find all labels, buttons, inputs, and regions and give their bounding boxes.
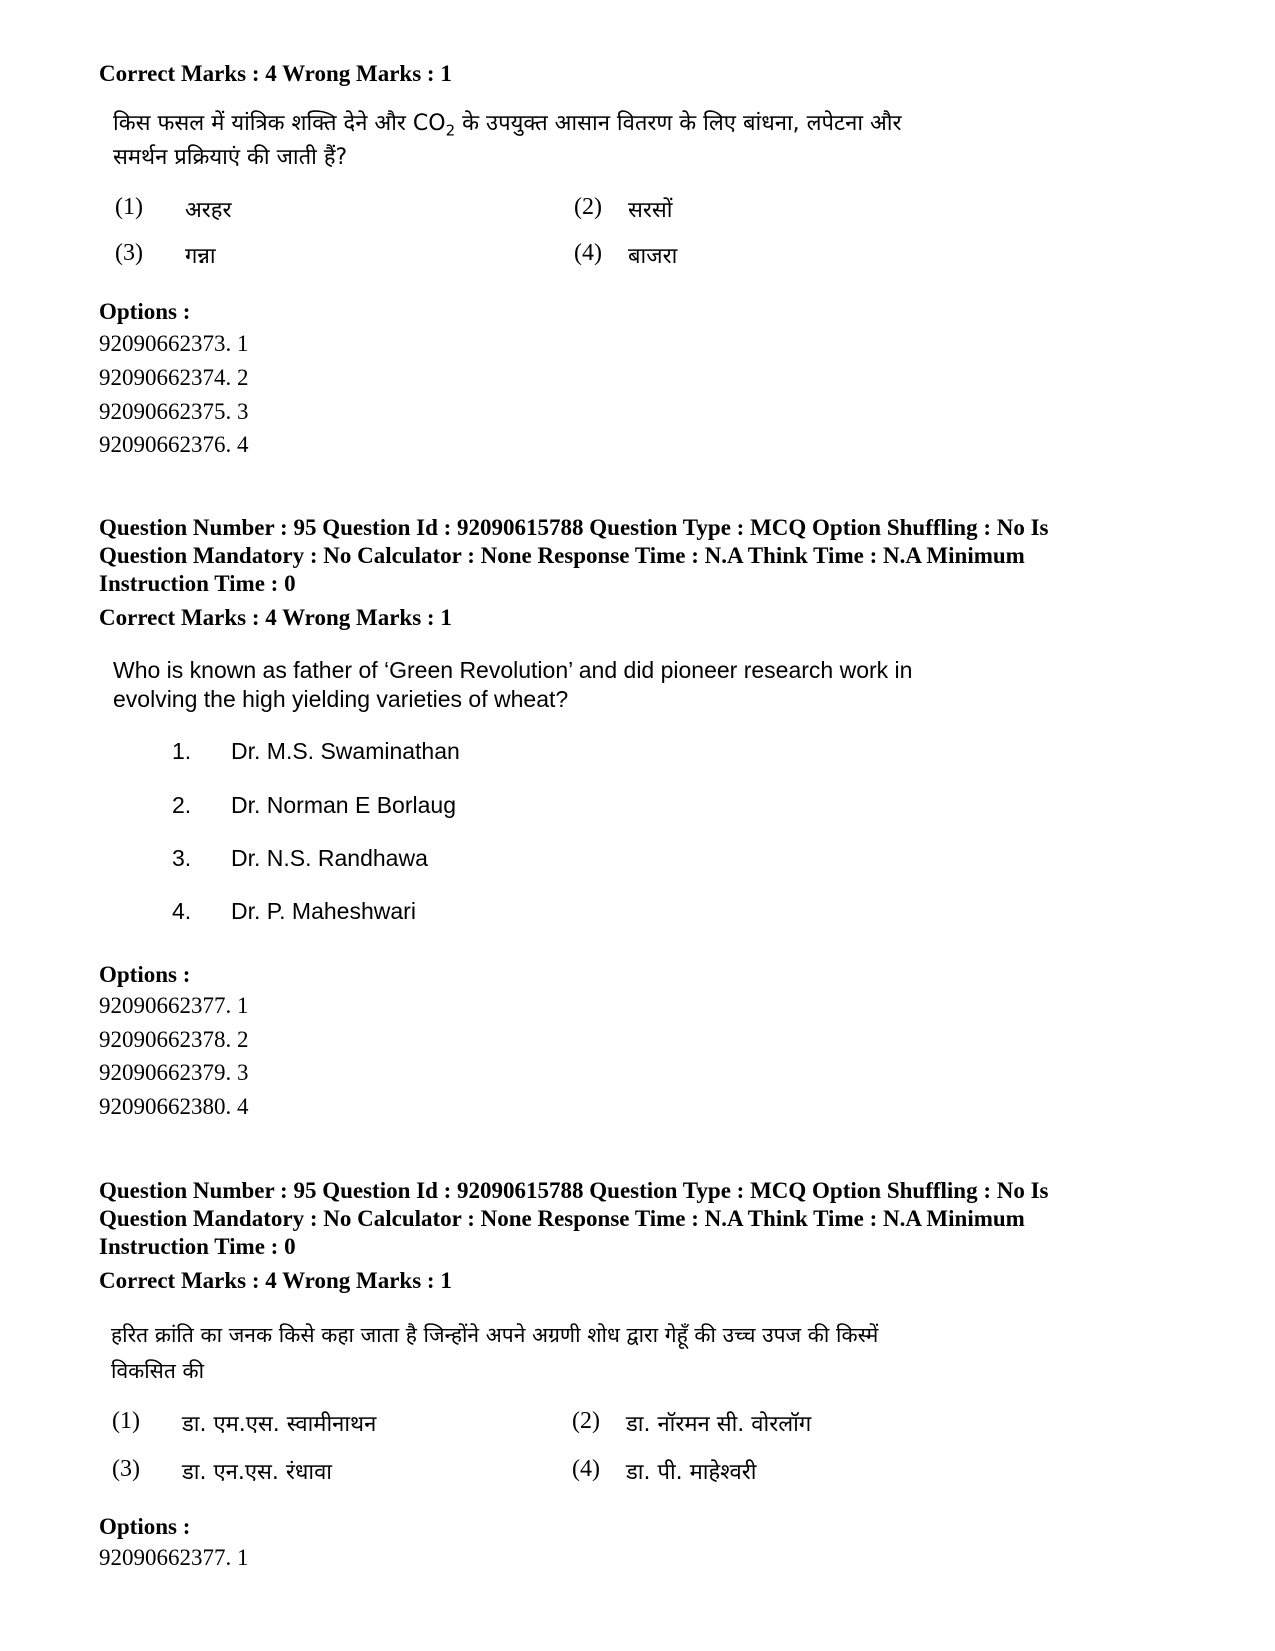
choice-text: डा. नॉरमन सी. वोरलॉग [626,1412,812,1437]
option-id-line: 92090662378. 2 [99,1027,249,1052]
choice-text: डा. एन.एस. रंधावा [182,1460,333,1485]
choice-number: (3) [115,240,143,266]
question-image-english [0,650,1275,924]
question-header-line: Instruction Time : 0 [99,571,296,596]
option-id-line: 92090662377. 1 [99,993,249,1018]
choice-number: (4) [574,240,602,266]
options-label: Options : [99,299,191,324]
marks-line: Correct Marks : 4 Wrong Marks : 1 [99,605,452,630]
question-image-hindi-2 [0,1313,1275,1483]
marks-line: Correct Marks : 4 Wrong Marks : 1 [99,61,452,86]
question-text-line-2: विकसित की [111,1359,205,1383]
question-header-line: Question Number : 95 Question Id : 92090615788 Question Type : MCQ Option Shuffling : No Is [99,515,1049,540]
question-text-line-1: किस फसल में यांत्रिक शक्ति देने और $CO_2$ के उपयुक्त आसान वितरण के लिए बांधना, लपेटना और [113,111,902,140]
choice-text: बाजरा [628,244,678,269]
choice-number: (4) [572,1456,600,1482]
question-header-line: Instruction Time : 0 [99,1234,296,1259]
choice-number: (3) [112,1456,140,1482]
option-id-line: 92090662376. 4 [99,432,249,457]
choice-text: Dr. Norman E Borlaug [231,792,456,818]
choice-number: (2) [574,194,602,220]
choice-number: (1) [112,1408,140,1434]
marks-line: Correct Marks : 4 Wrong Marks : 1 [99,1268,452,1293]
choice-text: डा. पी. माहेश्वरी [626,1460,757,1485]
choice-number: (1) [115,194,143,220]
option-id-line: 92090662373. 1 [99,331,249,356]
option-id-line: 92090662375. 3 [99,399,249,424]
choice-number: 4. [172,898,192,924]
question-text-line-1: Who is known as father of ‘Green Revolution’ and did pioneer research work in [113,657,913,683]
question-header-line: Question Mandatory : No Calculator : None Response Time : N.A Think Time : N.A Minimum [99,543,1025,568]
choice-text: Dr. P. Maheshwari [231,898,416,924]
question-text-line-2: evolving the high yielding varieties of wheat? [113,686,569,712]
choice-text: Dr. M.S. Swaminathan [231,738,460,764]
choice-number: 2. [172,792,192,818]
question-text-line-2: समर्थन प्रक्रियाएं की जाती हैं? [113,145,348,170]
choice-number: 1. [172,738,192,764]
choice-text: गन्ना [185,244,216,269]
option-id-line: 92090662377. 1 [99,1545,249,1570]
question-text-line-1: हरित क्रांति का जनक किसे कहा जाता है जिन्होंने अपने अग्रणी शोध द्वारा गेहूँ की उच्च उपज की किस्में [111,1323,879,1347]
choice-text: अरहर [185,198,232,223]
question-header-line: Question Number : 95 Question Id : 92090615788 Question Type : MCQ Option Shuffling : No Is [99,1178,1049,1203]
option-id-line: 92090662374. 2 [99,365,249,390]
options-label: Options : [99,962,191,987]
question-image-hindi-1 [0,104,1275,269]
choice-text: सरसों [628,198,673,223]
question-header-line: Question Mandatory : No Calculator : None Response Time : N.A Think Time : N.A Minimum [99,1206,1025,1231]
choice-text: Dr. N.S. Randhawa [231,845,428,871]
choice-number: (2) [572,1408,600,1434]
options-label: Options : [99,1514,191,1539]
option-id-line: 92090662379. 3 [99,1060,249,1085]
option-id-line: 92090662380. 4 [99,1094,249,1119]
choice-number: 3. [172,845,192,871]
choice-text: डा. एम.एस. स्वामीनाथन [182,1412,377,1437]
